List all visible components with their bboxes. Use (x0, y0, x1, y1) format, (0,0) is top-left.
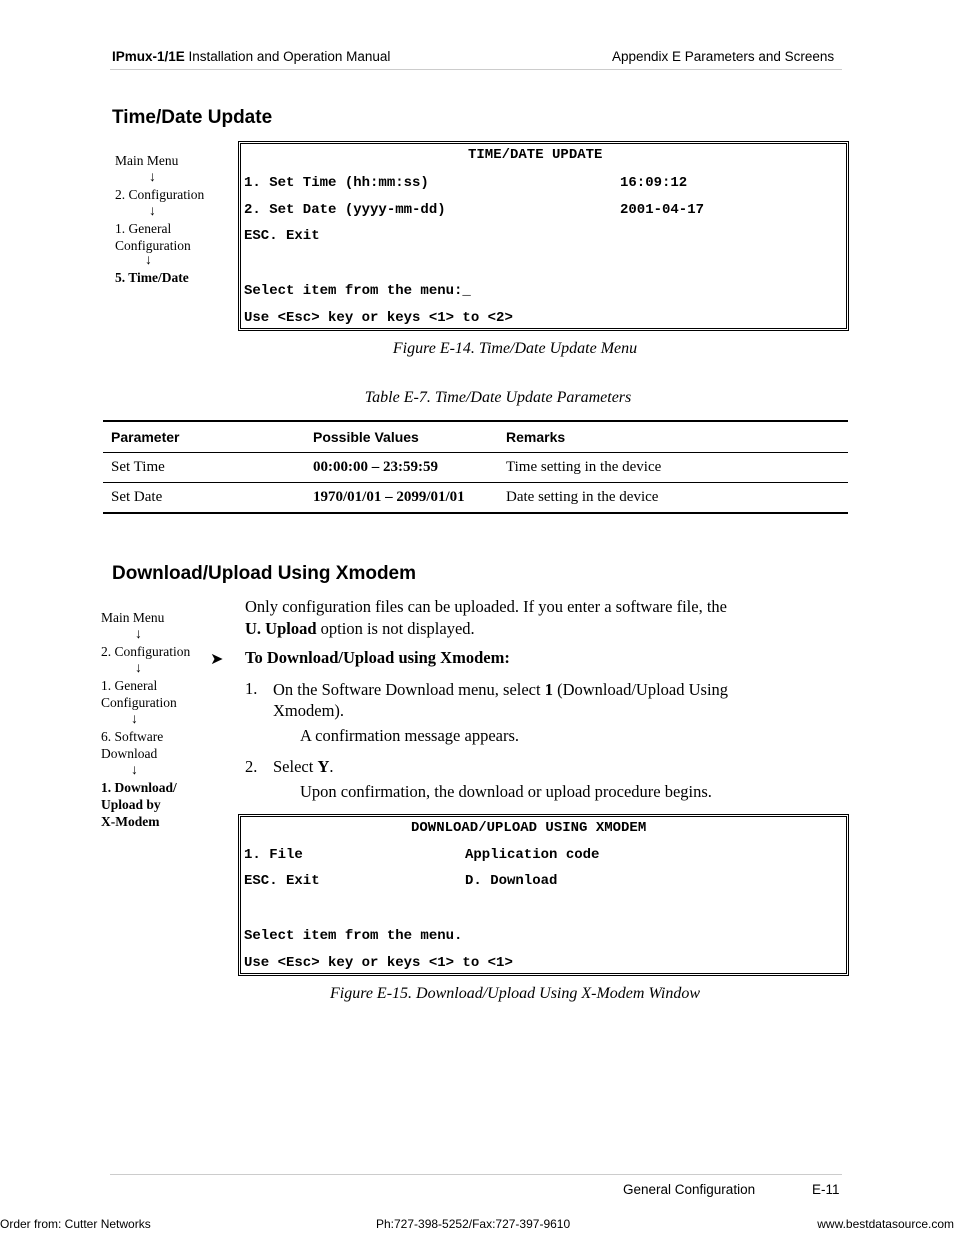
screen-hint: Use <Esc> key or keys <1> to <2> (244, 310, 513, 326)
parameters-table (103, 420, 848, 514)
screen-prompt: Select item from the menu. (244, 928, 463, 944)
menu-item-file: 1. File (244, 847, 303, 863)
nav-path-xmodem (101, 609, 224, 830)
footer-rule (110, 1174, 842, 1175)
table-row (103, 483, 848, 514)
nav-item-current: Upload by (101, 797, 161, 812)
nav-item-current: X-Modem (101, 814, 160, 829)
step-2-result: Upon confirmation, the download or upload procedure begins. (300, 782, 712, 801)
column-header: Parameter (103, 421, 305, 453)
step-1-result: A confirmation message appears. (300, 726, 520, 745)
table-cell: Set Date (103, 483, 305, 514)
down-arrow-icon: ↓ (149, 204, 156, 219)
menu-item-set-time: 1. Set Time (hh:mm:ss) (244, 175, 429, 191)
step-text: . (329, 757, 334, 776)
nav-item: Main Menu (101, 610, 165, 625)
figure-caption-e14: Figure E-14. Time/Date Update Menu (392, 340, 638, 357)
nav-item: 2. Configuration (101, 644, 191, 659)
step-text: (Download/Upload Using (552, 680, 729, 699)
table-cell: Time setting in the device (498, 453, 848, 483)
table-header-row (103, 421, 848, 453)
nav-item: Download (101, 746, 158, 761)
step-text: Xmodem). (273, 701, 345, 720)
section-title-xmodem: Download/Upload Using Xmodem (112, 563, 417, 584)
down-arrow-icon: ↓ (149, 170, 156, 185)
step-key: Y (317, 757, 330, 776)
terminal-screen-time-date (238, 141, 849, 331)
menu-item-set-date: 2. Set Date (yyyy-mm-dd) (244, 202, 446, 218)
step-2-text (273, 757, 334, 777)
nav-item: Main Menu (115, 153, 179, 168)
bottom-order-note: Order from: Cutter Networks (0, 1217, 151, 1231)
footer-section: General Configuration (623, 1182, 756, 1197)
procedure-title: To Download/Upload using Xmodem: (245, 648, 510, 667)
running-header-section: Appendix E Parameters and Screens (612, 49, 835, 64)
intro-paragraph (245, 596, 805, 640)
header-rule (110, 69, 842, 70)
time-value: 16:09:12 (620, 175, 688, 191)
table-row (103, 453, 848, 483)
table-cell: Set Time (103, 453, 305, 483)
table-caption-e7: Table E-7. Time/Date Update Parameters (364, 389, 632, 406)
screen-prompt: Select item from the menu:_ (244, 283, 471, 299)
bottom-phone: Ph:727-398-5252/Fax:727-397-9610 (376, 1217, 571, 1231)
down-arrow-icon: ↓ (135, 627, 142, 642)
screen-title: TIME/DATE UPDATE (468, 147, 603, 163)
screen-hint: Use <Esc> key or keys <1> to <1> (244, 955, 513, 971)
step-text: On the Software Download menu, select (273, 680, 545, 699)
nav-item-current: 1. Download/ (101, 780, 177, 795)
intro-line: Only configuration files can be uploaded. If you enter a software file, the (245, 597, 727, 616)
nav-item: 6. Software (101, 729, 164, 744)
intro-line: option is not displayed. (316, 619, 475, 638)
procedure-arrow-icon: ➤ (210, 651, 224, 668)
step-2-number: 2. (245, 757, 258, 776)
down-arrow-icon: ↓ (145, 253, 152, 268)
menu-item-exit: ESC. Exit (244, 228, 320, 244)
page-number: E-11 (812, 1182, 840, 1197)
date-value: 2001-04-17 (620, 202, 705, 218)
nav-path-time-date (115, 152, 230, 286)
table-cell: Date setting in the device (498, 483, 848, 514)
nav-item-current: 5. Time/Date (115, 270, 189, 285)
table-cell: 1970/01/01 – 2099/01/01 (305, 483, 498, 514)
down-arrow-icon: ↓ (131, 712, 138, 727)
menu-item-exit: ESC. Exit (244, 873, 320, 889)
figure-caption-e15: Figure E-15. Download/Upload Using X-Modem Window (329, 985, 701, 1002)
column-header: Possible Values (305, 421, 498, 453)
file-value: Application code (465, 847, 600, 863)
running-header-title: IPmux-1/1E Installation and Operation Manual (112, 49, 391, 64)
step-text: Select (273, 757, 318, 776)
section-title-time-date: Time/Date Update (112, 107, 273, 128)
menu-item-download: D. Download (465, 873, 558, 889)
down-arrow-icon: ↓ (135, 661, 142, 676)
nav-item: 1. General (101, 678, 158, 693)
step-key: 1 (544, 680, 553, 699)
nav-item: Configuration (101, 695, 177, 710)
terminal-screen-xmodem (238, 814, 849, 976)
screen-title: DOWNLOAD/UPLOAD USING XMODEM (411, 820, 647, 836)
table-cell: 00:00:00 – 23:59:59 (305, 453, 498, 483)
option-name: U. Upload (245, 619, 317, 638)
nav-item: 1. General Configuration (115, 221, 191, 253)
step-1-text (273, 679, 803, 721)
down-arrow-icon: ↓ (131, 763, 138, 778)
step-1-number: 1. (245, 679, 258, 698)
bottom-website: www.bestdatasource.com (817, 1217, 954, 1231)
column-header: Remarks (498, 421, 848, 453)
nav-item: 2. Configuration (115, 187, 205, 202)
